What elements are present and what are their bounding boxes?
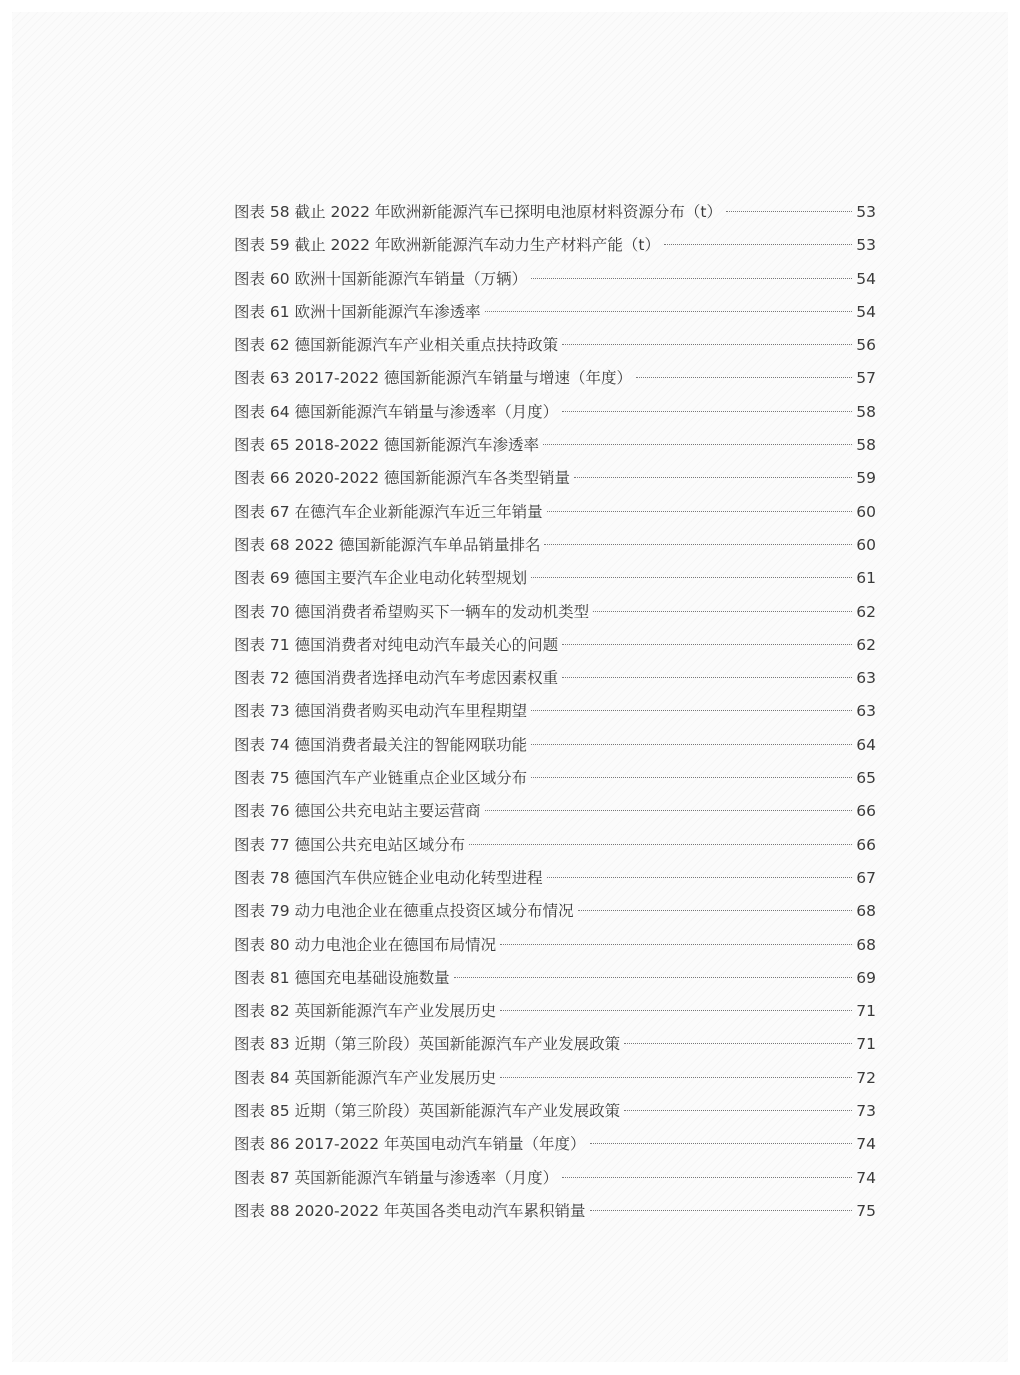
toc-entry[interactable] <box>234 1128 876 1161</box>
dot-leader <box>531 577 852 578</box>
toc-entry-page-number: 65 <box>856 769 876 788</box>
dot-leader <box>593 611 852 612</box>
dot-leader <box>726 211 852 212</box>
toc-entry-label: 图表 84 英国新能源汽车产业发展历史 <box>234 1068 497 1087</box>
dot-leader <box>562 644 852 645</box>
toc-entry-page-number: 67 <box>856 868 876 887</box>
toc-entry-page-number: 57 <box>856 369 876 388</box>
toc-entry-page-number: 54 <box>856 302 876 321</box>
toc-entry-page-number: 54 <box>856 269 876 288</box>
toc-entry[interactable] <box>234 329 876 362</box>
dot-leader <box>562 344 852 345</box>
toc-entry-page-number: 63 <box>856 669 876 688</box>
toc-entry-label: 图表 78 德国汽车供应链企业电动化转型进程 <box>234 868 543 887</box>
toc-entry-label: 图表 72 德国消费者选择电动汽车考虑因素权重 <box>234 669 559 688</box>
dot-leader <box>624 1043 852 1044</box>
toc-entry[interactable] <box>234 596 876 629</box>
toc-entry[interactable] <box>234 396 876 429</box>
toc-entry-label: 图表 60 欧洲十国新能源汽车销量（万辆） <box>234 269 528 288</box>
toc-entry[interactable] <box>234 629 876 662</box>
dot-leader <box>531 744 852 745</box>
toc-entry-label: 图表 77 德国公共充电站区域分布 <box>234 835 466 854</box>
toc-entry-page-number: 75 <box>856 1201 876 1220</box>
toc-entry[interactable] <box>234 695 876 728</box>
toc-entry-page-number: 73 <box>856 1102 876 1121</box>
toc-entry-label: 图表 61 欧洲十国新能源汽车渗透率 <box>234 302 481 321</box>
toc-entry-page-number: 71 <box>856 1035 876 1054</box>
toc-entry-label: 图表 75 德国汽车产业链重点企业区域分布 <box>234 769 528 788</box>
toc-entry[interactable] <box>234 795 876 828</box>
toc-entry-page-number: 53 <box>856 236 876 255</box>
toc-entry-label: 图表 69 德国主要汽车企业电动化转型规划 <box>234 569 528 588</box>
toc-entry-page-number: 69 <box>856 968 876 987</box>
toc-entry-page-number: 72 <box>856 1068 876 1087</box>
toc-entry[interactable] <box>234 662 876 695</box>
toc-entry[interactable] <box>234 862 876 895</box>
toc-entry[interactable] <box>234 829 876 862</box>
dot-leader <box>485 810 852 811</box>
toc-entry-label: 图表 59 截止 2022 年欧洲新能源汽车动力生产材料产能（t） <box>234 236 660 255</box>
toc-entry[interactable] <box>234 529 876 562</box>
toc-entry-page-number: 63 <box>856 702 876 721</box>
dot-leader <box>574 477 852 478</box>
toc-entry-label: 图表 74 德国消费者最关注的智能网联功能 <box>234 735 528 754</box>
dot-leader <box>590 1143 853 1144</box>
toc-entry[interactable] <box>234 1095 876 1128</box>
toc-entry-label: 图表 80 动力电池企业在德国布局情况 <box>234 935 497 954</box>
toc-entry-page-number: 53 <box>856 203 876 221</box>
toc-entry-page-number: 68 <box>856 902 876 921</box>
toc-entry[interactable] <box>234 229 876 262</box>
toc-entry[interactable] <box>234 263 876 296</box>
toc-entry[interactable] <box>234 895 876 928</box>
toc-entry-label: 图表 81 德国充电基础设施数量 <box>234 968 450 987</box>
toc-entry-page-number: 56 <box>856 336 876 355</box>
dot-leader <box>590 1210 853 1211</box>
toc-entry-label: 图表 58 截止 2022 年欧洲新能源汽车已探明电池原材料资源分布（t） <box>234 203 722 221</box>
dot-leader <box>636 377 852 378</box>
dot-leader <box>485 311 852 312</box>
dot-leader <box>500 1077 852 1078</box>
toc-entry-label: 图表 83 近期（第三阶段）英国新能源汽车产业发展政策 <box>234 1035 621 1054</box>
toc-entry-page-number: 58 <box>856 402 876 421</box>
dot-leader <box>547 511 852 512</box>
toc-entry[interactable] <box>234 729 876 762</box>
toc-entry-label: 图表 70 德国消费者希望购买下一辆车的发动机类型 <box>234 602 590 621</box>
toc-entry-label: 图表 68 2022 德国新能源汽车单品销量排名 <box>234 535 541 554</box>
toc-entry[interactable] <box>234 1062 876 1095</box>
toc-entry-label: 图表 71 德国消费者对纯电动汽车最关心的问题 <box>234 635 559 654</box>
toc-entry-page-number: 60 <box>856 535 876 554</box>
toc-entry-page-number: 60 <box>856 502 876 521</box>
toc-entry[interactable] <box>234 929 876 962</box>
dot-leader <box>500 944 852 945</box>
dot-leader <box>562 411 852 412</box>
toc-entry-label: 图表 65 2018-2022 德国新能源汽车渗透率 <box>234 436 539 455</box>
toc-entry-label: 图表 79 动力电池企业在德重点投资区域分布情况 <box>234 902 574 921</box>
dot-leader <box>562 677 852 678</box>
toc-entry[interactable] <box>234 562 876 595</box>
dot-leader <box>454 977 852 978</box>
document-page <box>12 12 1008 1362</box>
dot-leader <box>543 444 852 445</box>
toc-entry-label: 图表 85 近期（第三阶段）英国新能源汽车产业发展政策 <box>234 1102 621 1121</box>
toc-entry-label: 图表 67 在德汽车企业新能源汽车近三年销量 <box>234 502 543 521</box>
table-of-figures <box>234 196 876 1228</box>
toc-entry-label: 图表 62 德国新能源汽车产业相关重点扶持政策 <box>234 336 559 355</box>
toc-entry-page-number: 74 <box>856 1168 876 1187</box>
toc-entry-page-number: 58 <box>856 436 876 455</box>
toc-entry-page-number: 68 <box>856 935 876 954</box>
dot-leader <box>547 877 852 878</box>
toc-entry[interactable] <box>234 1162 876 1195</box>
toc-entry[interactable] <box>234 296 876 329</box>
toc-entry-page-number: 62 <box>856 602 876 621</box>
toc-entry[interactable] <box>234 1195 876 1228</box>
toc-entry[interactable] <box>234 429 876 462</box>
dot-leader <box>664 244 852 245</box>
toc-entry[interactable] <box>234 995 876 1028</box>
toc-entry[interactable] <box>234 762 876 795</box>
toc-entry-label: 图表 88 2020-2022 年英国各类电动汽车累积销量 <box>234 1201 586 1220</box>
toc-entry-page-number: 66 <box>856 835 876 854</box>
toc-entry[interactable] <box>234 196 876 229</box>
toc-entry-page-number: 66 <box>856 802 876 821</box>
toc-entry-label: 图表 63 2017-2022 德国新能源汽车销量与增速（年度） <box>234 369 632 388</box>
toc-entry-label: 图表 82 英国新能源汽车产业发展历史 <box>234 1002 497 1021</box>
dot-leader <box>562 1177 852 1178</box>
toc-entry-label: 图表 86 2017-2022 年英国电动汽车销量（年度） <box>234 1135 586 1154</box>
toc-entry-label: 图表 87 英国新能源汽车销量与渗透率（月度） <box>234 1168 559 1187</box>
toc-entry-label: 图表 76 德国公共充电站主要运营商 <box>234 802 481 821</box>
toc-entry[interactable] <box>234 962 876 995</box>
toc-entry[interactable] <box>234 1028 876 1061</box>
dot-leader <box>531 278 852 279</box>
dot-leader <box>531 710 852 711</box>
toc-entry-label: 图表 66 2020-2022 德国新能源汽车各类型销量 <box>234 469 570 488</box>
toc-entry-page-number: 62 <box>856 635 876 654</box>
toc-entry-page-number: 59 <box>856 469 876 488</box>
toc-entry-label: 图表 73 德国消费者购买电动汽车里程期望 <box>234 702 528 721</box>
toc-entry[interactable] <box>234 496 876 529</box>
dot-leader <box>624 1110 852 1111</box>
toc-entry[interactable] <box>234 462 876 495</box>
dot-leader <box>544 544 852 545</box>
dot-leader <box>578 910 852 911</box>
dot-leader <box>469 844 852 845</box>
toc-entry-page-number: 64 <box>856 735 876 754</box>
toc-entry-page-number: 74 <box>856 1135 876 1154</box>
toc-entry-page-number: 61 <box>856 569 876 588</box>
toc-entry-label: 图表 64 德国新能源汽车销量与渗透率（月度） <box>234 402 559 421</box>
toc-entry-page-number: 71 <box>856 1002 876 1021</box>
dot-leader <box>500 1010 852 1011</box>
dot-leader <box>531 777 852 778</box>
toc-entry[interactable] <box>234 362 876 395</box>
